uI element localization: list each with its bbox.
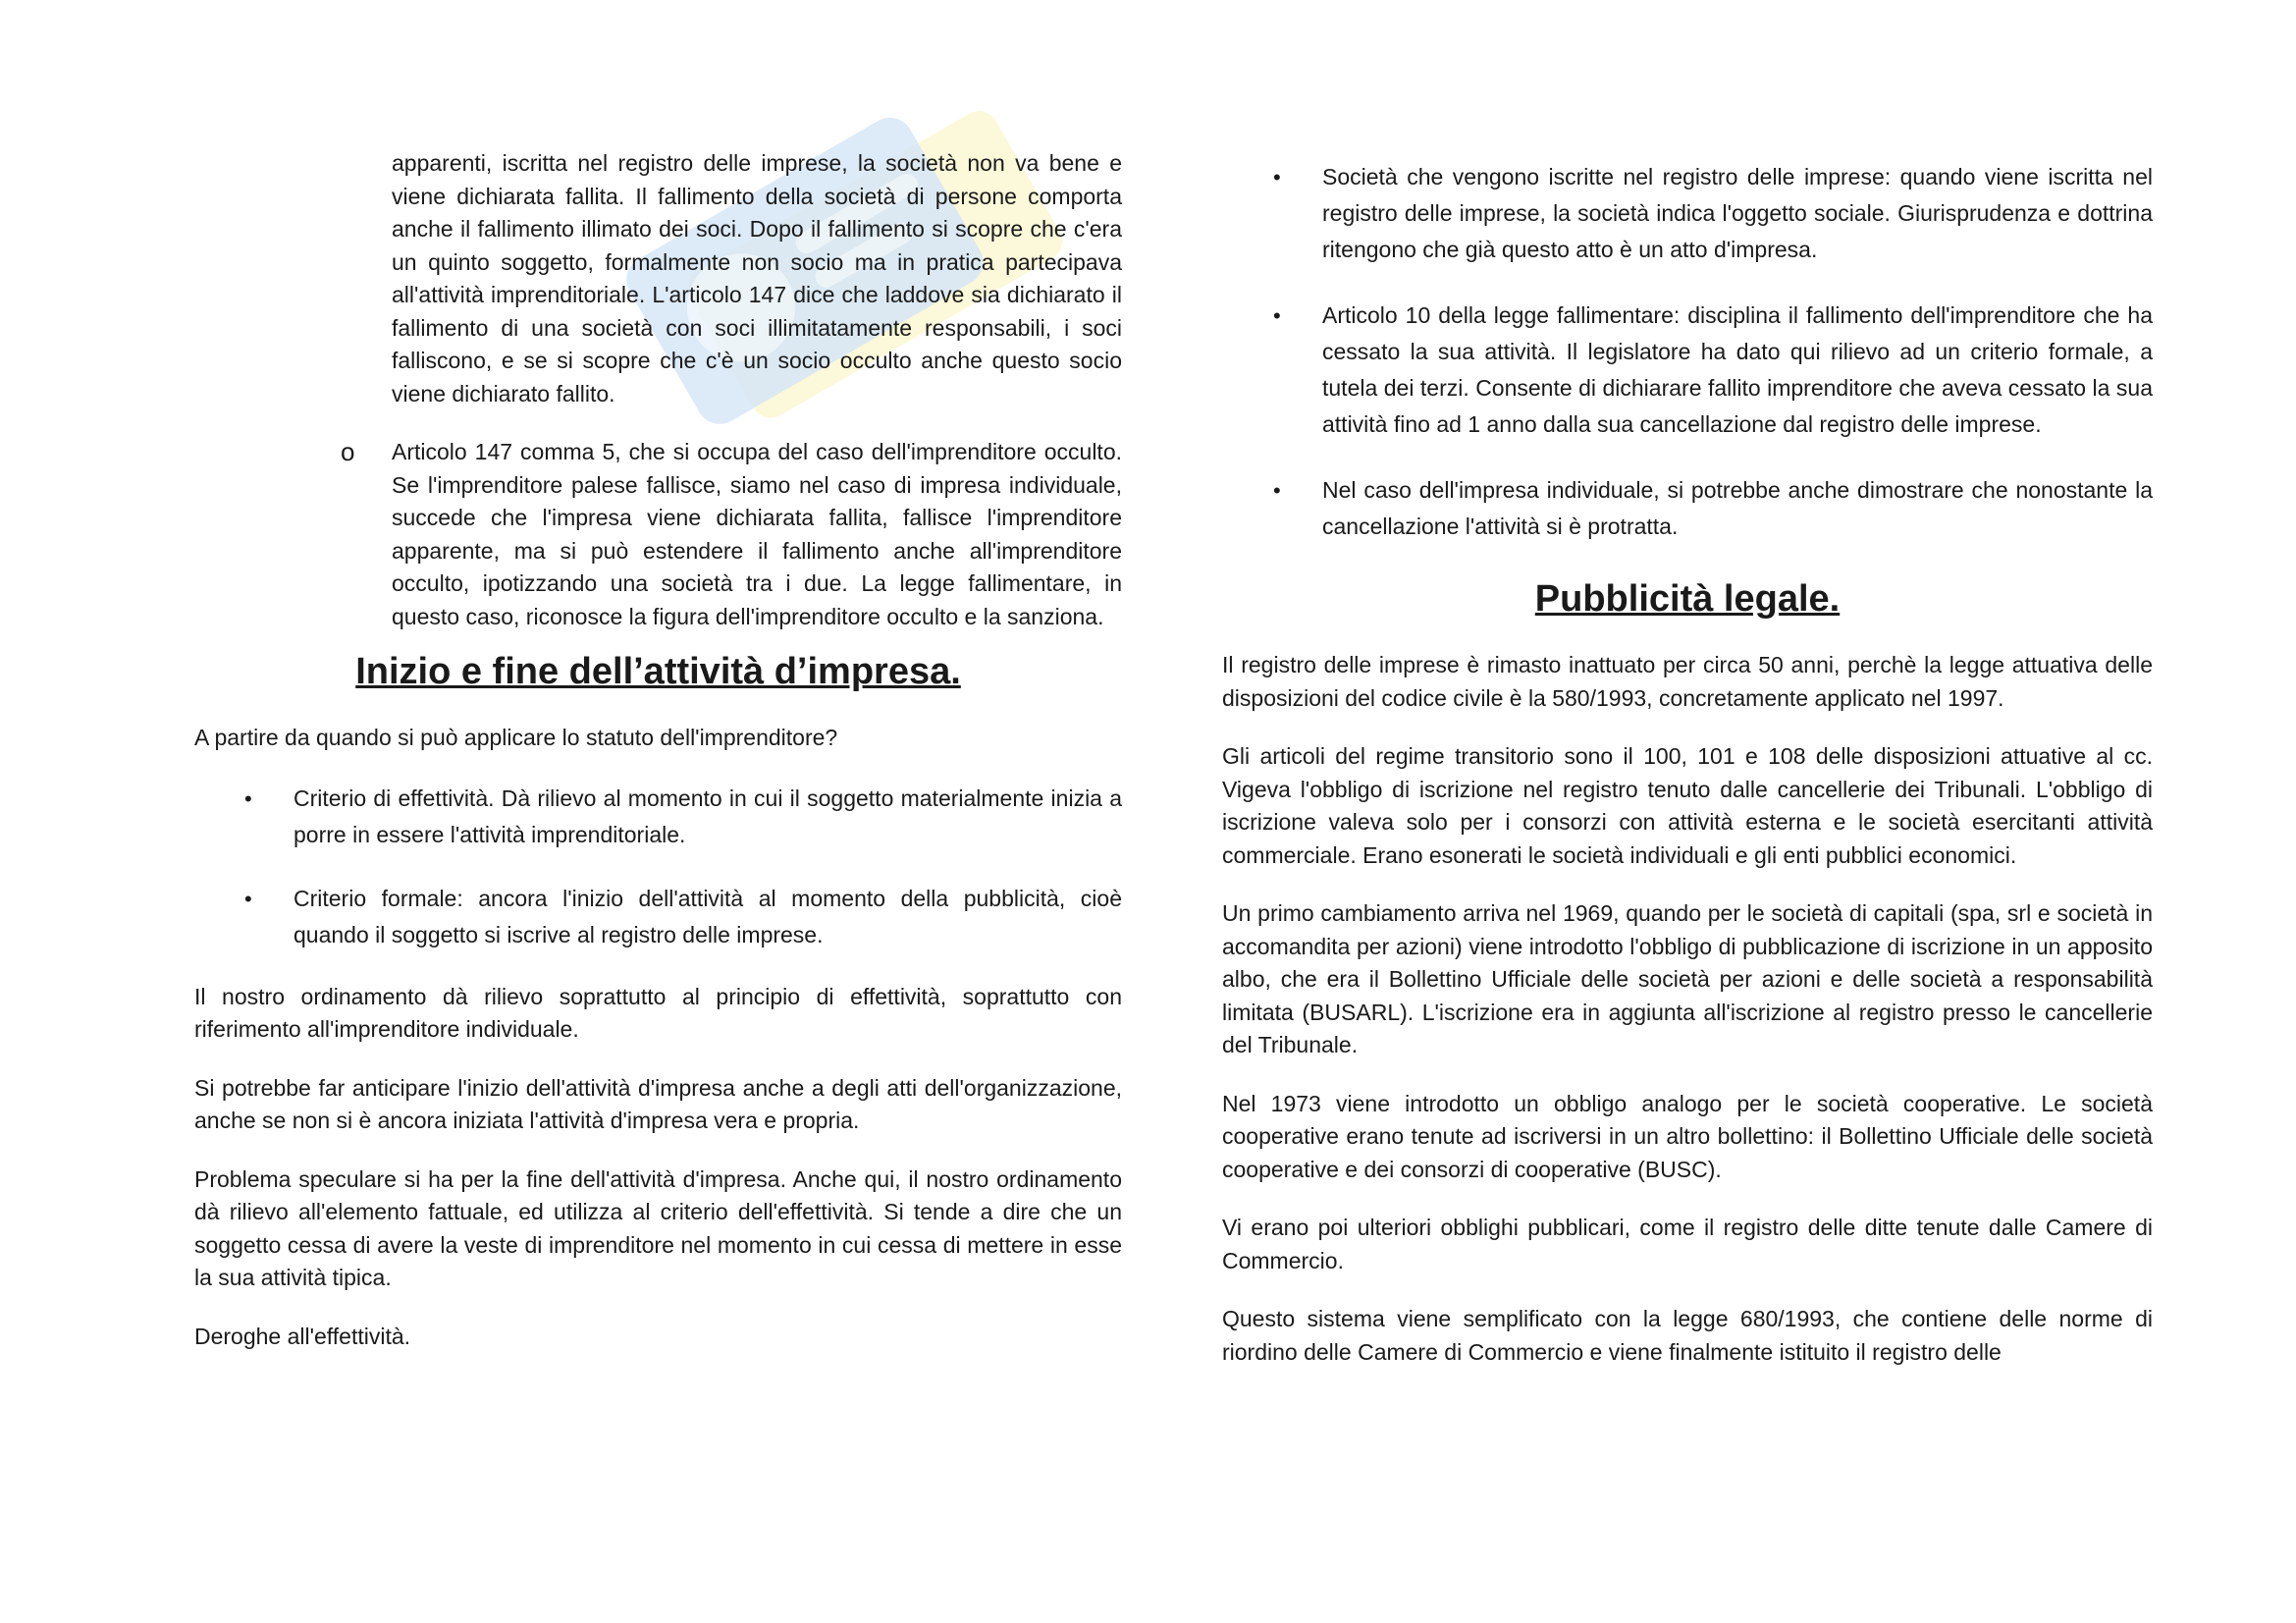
bullet-icon: • bbox=[1273, 303, 1281, 328]
question-paragraph: A partire da quando si può applicare lo statuto dell'imprenditore? bbox=[194, 725, 838, 750]
right-column bbox=[1222, 147, 2153, 1394]
body-paragraph: Nel 1973 viene introdotto un obbligo analogo per le società cooperative. Le società cooperative erano tenute ad iscriversi in un altro bollettino: il Bollettino Ufficiale delle società cooperative e dei consorzi di cooperative (BUSC). bbox=[1222, 1090, 2153, 1182]
body-paragraph: Problema speculare si ha per la fine dell'attività d'impresa. Anche qui, il nostro ordinamento dà rilievo all'elemento fattuale, ed utilizza al criterio dell'effettività. Si tende a dire che un soggetto cessa di avere la veste di imprenditore nel momento in cui cessa di mettere in esse la sua attività tipica. bbox=[194, 1165, 1122, 1290]
list-item-text: Criterio di effettività. Dà rilievo al momento in cui il soggetto materialmente inizia a porre in essere l'attività imprenditoriale. bbox=[294, 784, 1122, 847]
list-item bbox=[1273, 298, 2153, 443]
list-item bbox=[244, 781, 1122, 853]
list-item bbox=[244, 881, 1122, 953]
left-column bbox=[194, 147, 1122, 1379]
deroghe-list bbox=[1222, 159, 2153, 545]
list-item bbox=[1273, 159, 2153, 268]
bullet-icon: • bbox=[1273, 165, 1281, 189]
bullet-icon: • bbox=[244, 785, 252, 811]
bullet-icon: • bbox=[1273, 478, 1281, 503]
circle-bullet-icon: o bbox=[341, 437, 355, 466]
list-item-text: Articolo 10 della legge fallimentare: disciplina il fallimento dell'imprenditore che ha cessato la sua attività. Il legislatore ha dato qui rilievo ad un criterio formale, a tutela dei terzi. Consente di dichiarare fallito imprenditore che aveva cessato la sua attività fino ad 1 anno dalla sua cancellazione dal registro delle imprese. bbox=[1322, 302, 2153, 437]
body-paragraph: Si potrebbe far anticipare l'inizio dell'attività d'impresa anche a degli atti dell'organizzazione, anche se non si è ancora iniziata l'attività d'impresa vera e propria. bbox=[194, 1074, 1122, 1133]
section-title-inizio-fine: Inizio e fine dell’attività d’impresa. bbox=[355, 651, 961, 692]
body-paragraph: Deroghe all'effettività. bbox=[194, 1323, 411, 1349]
criteria-list bbox=[194, 781, 1122, 953]
body-paragraph: Gli articoli del regime transitorio sono il 100, 101 e 108 delle disposizioni attuative al cc. Vigeva l'obbligo di iscrizione nel registro tenuto dalle cancellerie dei Tribunali. L'obbligo di iscrizione valeva solo per i consorzi con attività esterna e le società esercitanti attività commerciale. Erano esonerati le società individuali e gli enti pubblici economici. bbox=[1222, 743, 2153, 868]
section-title-pubblicita: Pubblicità legale. bbox=[1534, 578, 1841, 620]
bullet-icon: • bbox=[244, 886, 252, 911]
sub-list-item bbox=[341, 436, 1122, 633]
body-paragraph: Questo sistema viene semplificato con la legge 680/1993, che contiene delle norme di riordino delle Camere di Commercio e viene finalmente istituito il registro delle bbox=[1222, 1306, 2153, 1365]
list-item-text: Nel caso dell'impresa individuale, si potrebbe anche dimostrare che nonostante la cancellazione l'attività si è protratta. bbox=[1322, 477, 2153, 539]
list-item bbox=[1273, 472, 2153, 545]
list-item-text: Criterio formale: ancora l'inizio dell'attività al momento della pubblicità, cioè quando il soggetto si iscrive al registro delle imprese. bbox=[294, 885, 1122, 947]
body-paragraph: Il nostro ordinamento dà rilievo soprattutto al principio di effettività, soprattutto con riferimento all'imprenditore individuale. bbox=[194, 983, 1122, 1042]
body-paragraph: Un primo cambiamento arriva nel 1969, quando per le società di capitali (spa, srl e società in accomandita per azioni) viene introdotto l'obbligo di pubblicazione di iscrizione in un apposito albo, che era il Bollettino Ufficiale delle società per azioni e delle società a responsabilità limitata (BUSARL). L'iscrizione era in aggiunta all'iscrizione al registro presso le cancellerie del Tribunale. bbox=[1222, 900, 2153, 1057]
continuation-paragraph: apparenti, iscritta nel registro delle imprese, la società non va bene e viene dichiarata fallita. Il fallimento della società di persone comporta anche il fallimento illimato dei soci. Dopo il fallimento si scopre che c'era un quinto soggetto, formalmente non socio ma in pratica partecipava all'attività imprenditoriale. L'articolo 147 dice che laddove sia dichiarato il fallimento di una società con soci illimitatamente responsabili, i soci falliscono, e se si scopre che c'è un socio occulto anche questo socio viene dichiarato fallito. bbox=[392, 150, 1122, 406]
sub-list-item-text: Articolo 147 comma 5, che si occupa del caso dell'imprenditore occulto. Se l'imprenditore palese fallisce, siamo nel caso di impresa individuale, succede che l'impresa viene dichiarata fallita, fallisce l'imprenditore apparente, ma si può estendere il fallimento anche all'imprenditore occulto, ipotizzando una società tra i due. La legge fallimentare, in questo caso, riconosce la figura dell'imprenditore occulto e la sanziona. bbox=[392, 439, 1122, 629]
body-paragraph: Vi erano poi ulteriori obblighi pubblicari, come il registro delle ditte tenute dalle Camere di Commercio. bbox=[1222, 1215, 2153, 1273]
body-paragraph: Il registro delle imprese è rimasto inattuato per circa 50 anni, perchè la legge attuativa delle disposizioni del codice civile è la 580/1993, concretamente applicato nel 1997. bbox=[1222, 652, 2153, 711]
list-item-text: Società che vengono iscritte nel registro delle imprese: quando viene iscritta nel registro delle imprese, la società indica l'oggetto sociale. Giurisprudenza e dottrina ritengono che già questo atto è un atto d'impresa. bbox=[1322, 164, 2153, 262]
